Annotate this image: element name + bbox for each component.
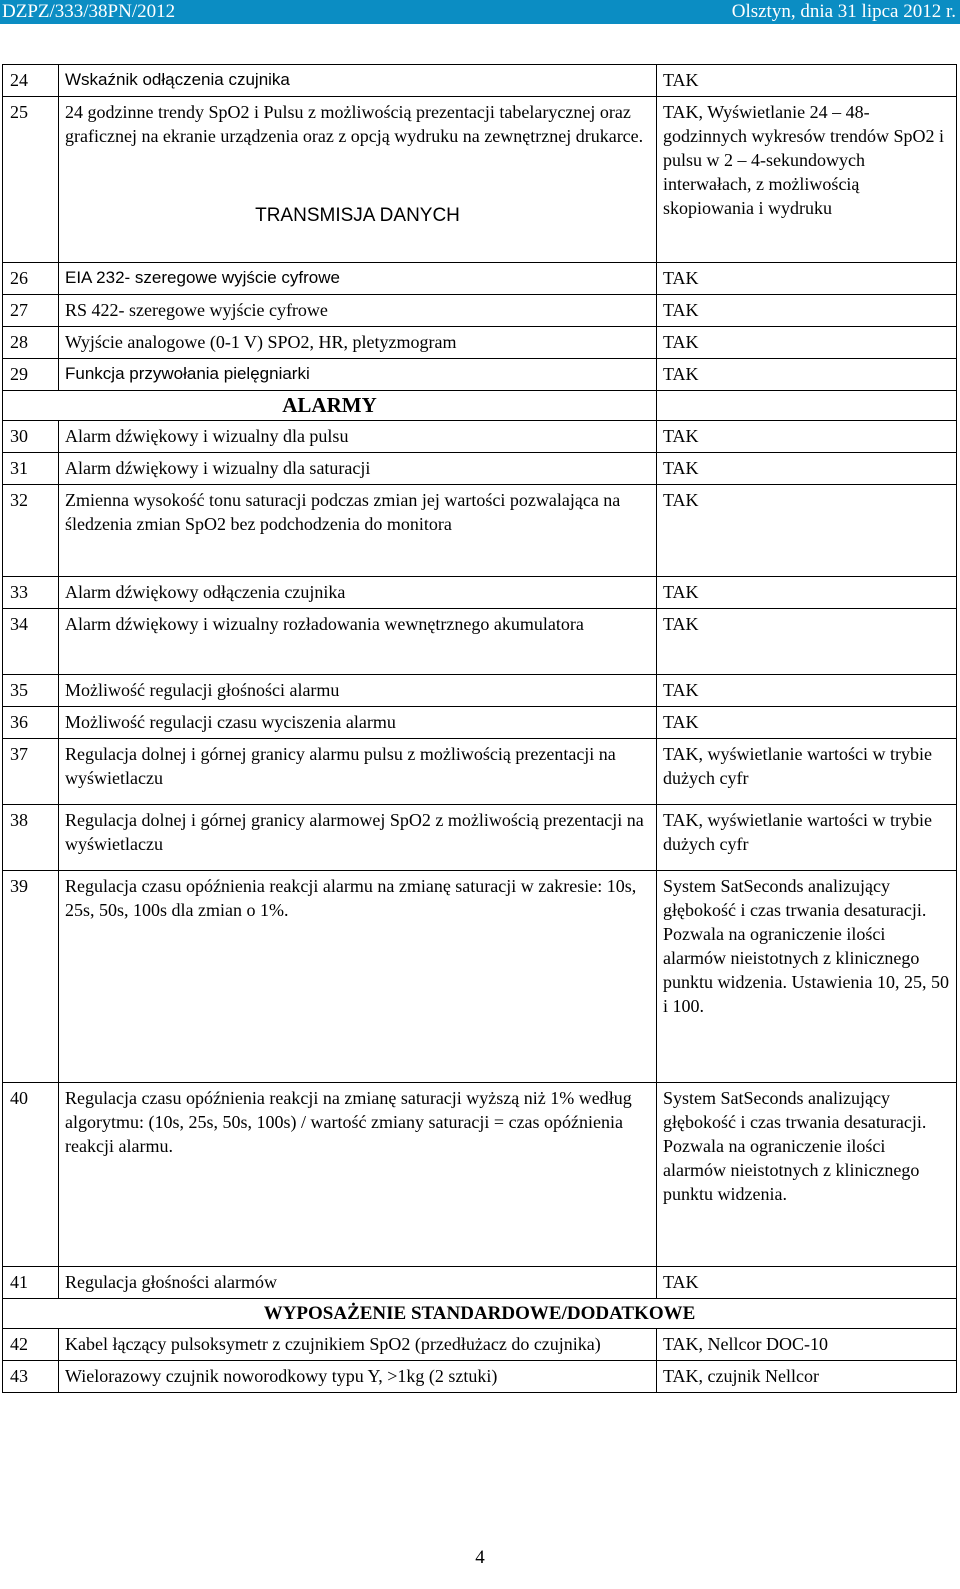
row-description: Funkcja przywołania pielęgniarki xyxy=(59,359,657,391)
table-row xyxy=(3,1267,957,1299)
row-description: RS 422- szeregowe wyjście cyfrowe xyxy=(59,295,657,327)
row-description: Alarm dźwiękowy i wizualny dla pulsu xyxy=(59,421,657,453)
table-row xyxy=(3,707,957,739)
row-value: TAK xyxy=(657,675,957,707)
row-value: TAK xyxy=(657,707,957,739)
row-value: TAK, Wyświetlanie 24 – 48-godzinnych wykresów trendów SpO2 i pulsu w 2 – 4-sekundowych interwałach, z możliwością skopiowania i wydruku xyxy=(657,97,957,263)
row-value: TAK xyxy=(657,263,957,295)
table-row xyxy=(3,327,957,359)
row-number: 28 xyxy=(3,327,59,359)
document-place-date: Olsztyn, dnia 31 lipca 2012 r. xyxy=(731,1,956,22)
row-number: 32 xyxy=(3,485,59,577)
row-value: TAK, wyświetlanie wartości w trybie dużych cyfr xyxy=(657,805,957,871)
row-description: EIA 232- szeregowe wyjście cyfrowe xyxy=(59,263,657,295)
table-row xyxy=(3,871,957,1083)
row-description: Możliwość regulacji czasu wyciszenia alarmu xyxy=(59,707,657,739)
table-row xyxy=(3,65,957,97)
row-description: Wskaźnik odłączenia czujnika xyxy=(59,65,657,97)
row-number: 31 xyxy=(3,453,59,485)
specification-table xyxy=(2,64,957,1393)
table-row xyxy=(3,485,957,577)
row-description: Wyjście analogowe (0-1 V) SPO2, HR, pletyzmogram xyxy=(59,327,657,359)
row-description xyxy=(59,97,657,263)
section-title: WYPOSAŻENIE STANDARDOWE/DODATKOWE xyxy=(263,1303,696,1324)
row-value: TAK xyxy=(657,453,957,485)
section-empty-cell xyxy=(657,391,957,421)
row-value: TAK xyxy=(657,65,957,97)
row-value: TAK xyxy=(657,327,957,359)
row-value: TAK xyxy=(657,1267,957,1299)
row-number: 41 xyxy=(3,1267,59,1299)
table-row xyxy=(3,1329,957,1361)
row-number: 34 xyxy=(3,609,59,675)
row-number: 36 xyxy=(3,707,59,739)
row-value: TAK, czujnik Nellcor xyxy=(657,1361,957,1393)
section-title: ALARMY xyxy=(282,393,377,417)
page-number: 4 xyxy=(475,1547,485,1568)
row-value: TAK xyxy=(657,609,957,675)
document-reference: DZPZ/333/38PN/2012 xyxy=(2,1,176,22)
table-row xyxy=(3,359,957,391)
row-description: Regulacja dolnej i górnej granicy alarmu pulsu z możliwością prezentacji na wyświetlaczu xyxy=(59,739,657,805)
row-number: 26 xyxy=(3,263,59,295)
table-row xyxy=(3,739,957,805)
table-row xyxy=(3,97,957,263)
row-description: Kabel łączący pulsoksymetr z czujnikiem SpO2 (przedłużacz do czujnika) xyxy=(59,1329,657,1361)
table-row xyxy=(3,295,957,327)
section-row-alarmy xyxy=(3,391,957,421)
row-number: 38 xyxy=(3,805,59,871)
row-value: TAK xyxy=(657,421,957,453)
row-description: Możliwość regulacji głośności alarmu xyxy=(59,675,657,707)
row-number: 33 xyxy=(3,577,59,609)
row-description: Regulacja czasu opóźnienia reakcji na zmianę saturacji wyższą niż 1% według algorytmu: (10s, 25s, 50s, 100s) / wartość zmiany saturacji = czas opóźnienia reakcji alarmu. xyxy=(59,1083,657,1267)
row-value: System SatSeconds analizujący głębokość i czas trwania desaturacji. Pozwala na ograniczenie ilości alarmów nieistotnych z klinicznego punktu widzenia. xyxy=(657,1083,957,1267)
row-number: 40 xyxy=(3,1083,59,1267)
document-header xyxy=(0,0,960,24)
row-number: 25 xyxy=(3,97,59,263)
table-row xyxy=(3,421,957,453)
section-row-wyposazenie xyxy=(3,1299,957,1329)
section-header-alarmy xyxy=(3,391,657,421)
row-description: Alarm dźwiękowy i wizualny dla saturacji xyxy=(59,453,657,485)
row-number: 27 xyxy=(3,295,59,327)
table-row xyxy=(3,577,957,609)
row-value: TAK xyxy=(657,359,957,391)
row-value: TAK xyxy=(657,295,957,327)
row-value: System SatSeconds analizujący głębokość i czas trwania desaturacji. Pozwala na ograniczenie ilości alarmów nieistotnych z klinicznego punktu widzenia. Ustawienia 10, 25, 50 i 100. xyxy=(657,871,957,1083)
table-row xyxy=(3,675,957,707)
row-description: Wielorazowy czujnik noworodkowy typu Y, >1kg (2 sztuki) xyxy=(59,1361,657,1393)
row-description: Regulacja głośności alarmów xyxy=(59,1267,657,1299)
table-row xyxy=(3,1361,957,1393)
row-number: 43 xyxy=(3,1361,59,1393)
row-number: 24 xyxy=(3,65,59,97)
section-header-transmisja: TRANSMISJA DANYCH xyxy=(255,205,460,226)
row-description: Regulacja czasu opóźnienia reakcji alarmu na zmianę saturacji w zakresie: 10s, 25s, 50s, 100s dla zmian o 1%. xyxy=(59,871,657,1083)
row-description-text: 24 godzinne trendy SpO2 i Pulsu z możliwością prezentacji tabelarycznej oraz graficznej na ekranie urządzenia oraz z opcją wydruku na zewnętrznej drukarce. xyxy=(65,102,644,146)
row-value: TAK, Nellcor DOC-10 xyxy=(657,1329,957,1361)
row-description: Alarm dźwiękowy i wizualny rozładowania wewnętrznego akumulatora xyxy=(59,609,657,675)
table-row xyxy=(3,609,957,675)
table-row xyxy=(3,453,957,485)
row-number: 35 xyxy=(3,675,59,707)
row-value: TAK, wyświetlanie wartości w trybie dużych cyfr xyxy=(657,739,957,805)
row-number: 29 xyxy=(3,359,59,391)
row-number: 37 xyxy=(3,739,59,805)
row-number: 39 xyxy=(3,871,59,1083)
row-description: Regulacja dolnej i górnej granicy alarmowej SpO2 z możliwością prezentacji na wyświetlaczu xyxy=(59,805,657,871)
row-description: Alarm dźwiękowy odłączenia czujnika xyxy=(59,577,657,609)
row-number: 42 xyxy=(3,1329,59,1361)
table-row xyxy=(3,1083,957,1267)
section-header-wyposazenie xyxy=(3,1299,957,1329)
row-description: Zmienna wysokość tonu saturacji podczas zmian jej wartości pozwalająca na śledzenia zmian SpO2 bez podchodzenia do monitora xyxy=(59,485,657,577)
row-value: TAK xyxy=(657,577,957,609)
table-row xyxy=(3,805,957,871)
table-row xyxy=(3,263,957,295)
row-number: 30 xyxy=(3,421,59,453)
row-value: TAK xyxy=(657,485,957,577)
